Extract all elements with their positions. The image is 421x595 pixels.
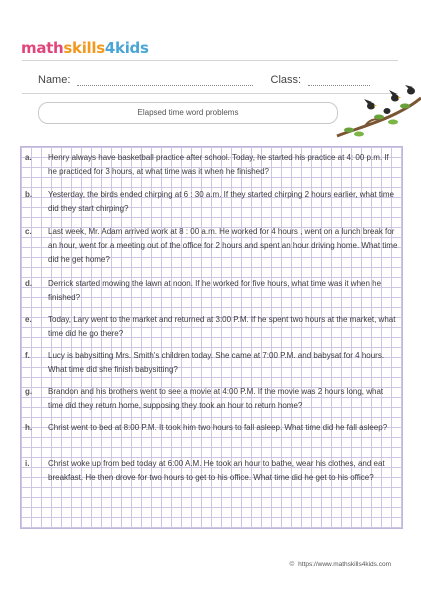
worksheet-title: Elapsed time word problems (38, 102, 338, 124)
question-text: Today, Lary went to the market and returned at 3:00 P.M. If he spent two hours at the market, what time did he go there? (48, 315, 396, 338)
logo-part-math: math (21, 39, 64, 57)
question-text: Yesterday, the birds ended chirping at 6 : 30 a.m. If they started chirping 2 hours earlier, what time did they start chirping? (48, 190, 394, 213)
question-text: Christ went to bed at 8:00 P.M. It took him two hours to fall asleep. What time did he fall asleep? (48, 423, 388, 432)
header-top-divider (22, 60, 398, 61)
footer (290, 561, 391, 568)
question-text: Lucy is babysitting Mrs. Smith's children today. She came at 7:00 P.M. and babysat for 4 hours. What time did she finish babysitting? (48, 351, 385, 374)
footer-url-link[interactable]: https://www.mathskills4kids.com (298, 561, 391, 568)
question-text: Last week, Mr. Adam arrived work at 8 : 00 a.m. He worked for 4 hours , went on a lunch break for an hour, went for a meeting out of the office for 2 hours and spent an hour driving home. What time did he get home? (48, 227, 398, 264)
grid-question-area (20, 146, 403, 529)
question-letter: d. (25, 279, 33, 288)
name-label: Name: (38, 74, 71, 86)
name-class-row (38, 74, 370, 86)
logo-part-4kids: 4kids (104, 39, 149, 57)
question-letter: a. (25, 153, 32, 162)
question-text: Brandon and his brothers went to see a movie at 4:00 P.M. If the movie was 2 hours long, what time did they return home, supposing they took an hour to return home? (48, 387, 384, 410)
question-letter: g. (25, 387, 33, 396)
question-letter: h. (25, 423, 33, 432)
copyright-symbol: © (289, 561, 295, 568)
class-label: Class: (270, 74, 302, 86)
name-field[interactable] (77, 75, 253, 86)
question-letter: i. (25, 459, 30, 468)
question-text: Derrick started mowing the lawn at noon. If he worked for five hours, what time was it when he finished? (48, 279, 382, 302)
question-text: Christ woke up from bed today at 6:00 A.M. He took an hour to bathe, wear his clothes, and eat breakfast. He then drove for two hours to get to his office. What time did he get to his office? (48, 459, 385, 482)
question-letter: b. (25, 190, 33, 199)
question-letter: f. (25, 351, 30, 360)
question-text: Henry always have basketball practice after school. Today, he started his practice at 4: 00 p.m. If he practiced for 3 hours, at what time was it when he finished? (48, 153, 389, 176)
question-letter: c. (25, 227, 32, 236)
logo-part-skills: skills (63, 39, 105, 57)
mathskills4kids-logo (21, 34, 149, 56)
question-letter: e. (25, 315, 32, 324)
birds-on-branch-illustration (335, 84, 421, 140)
